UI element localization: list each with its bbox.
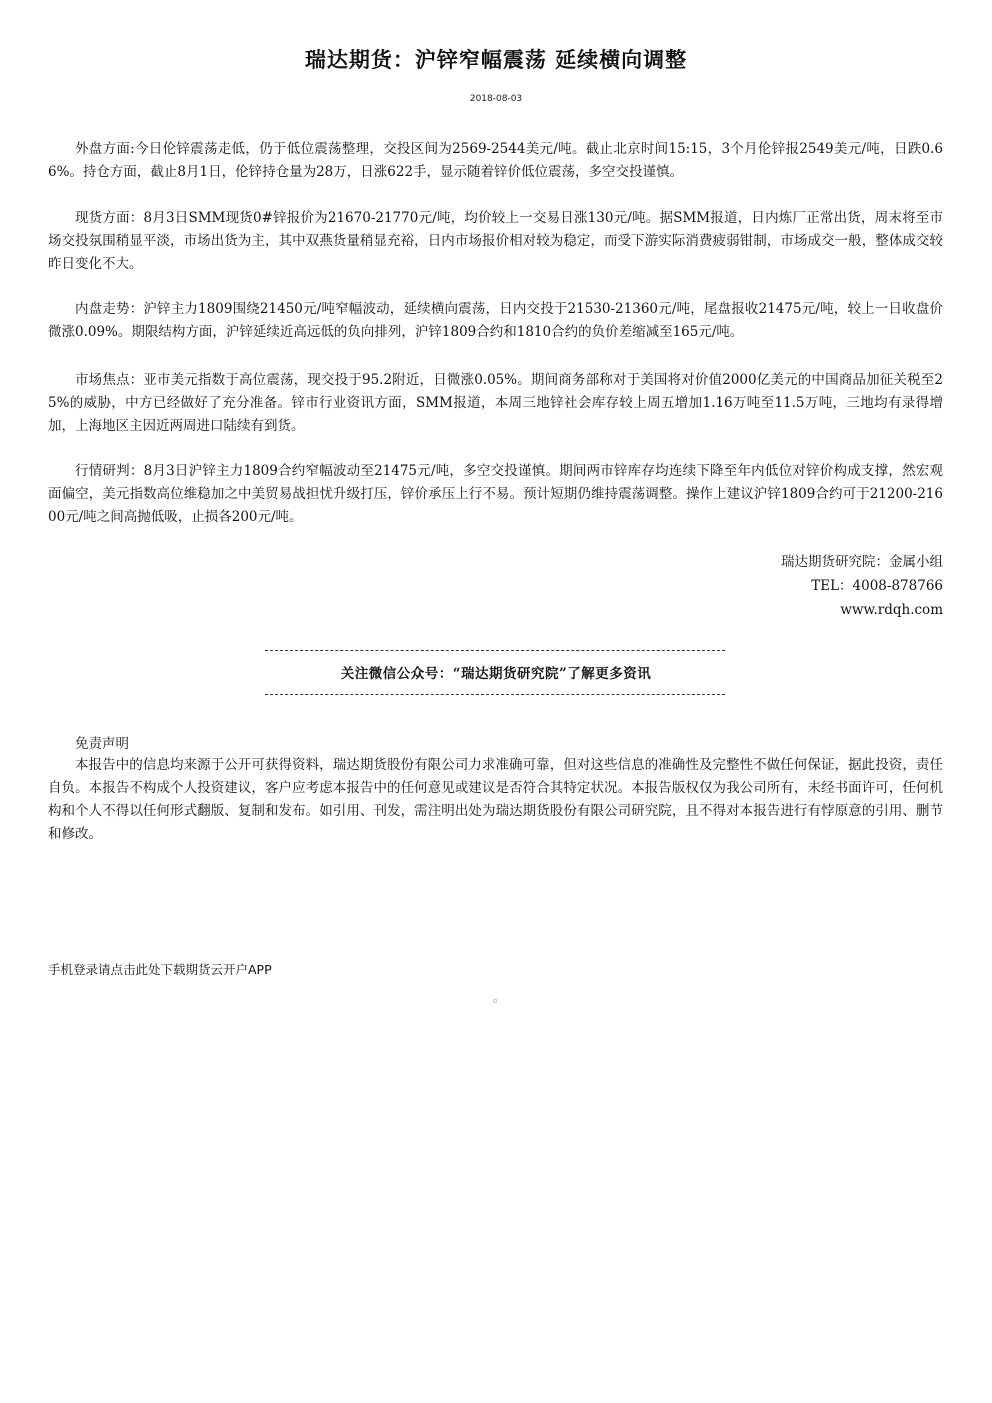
paragraph-market-focus: 市场焦点：亚市美元指数于高位震荡，现交投于95.2附近，日微涨0.05%。期间商务部称对于美国将对价值2000亿美元的中国商品加征关税至25%的威胁，中方已经做好了充分准备。锌市行业资讯方面，SMM报道，本周三地锌社会库存较上周五增加1.16万吨至11.5万吨，三地均有录得增加，上海地区主因近两周进口陆续有到货。 <box>48 372 943 434</box>
divider-bottom <box>265 694 725 695</box>
divider-top <box>265 650 725 651</box>
paragraph-spot-market: 现货方面：8月3日SMM现货0#锌报价为21670-21770元/吨，均价较上一交易日涨130元/吨。据SMM报道，日内炼厂正常出货，周末将至市场交投氛围稍显平淡，市场出货为主，其中双燕货量稍显充裕，日内市场报价相对较为稳定，而受下游实际消费疲弱钳制，市场成交一般，整体成交较昨日变化不大。 <box>48 210 943 272</box>
disclaimer-body: 本报告中的信息均来源于公开可获得资料，瑞达期货股份有限公司力求准确可靠，但对这些信息的准确性及完整性不做任何保证，据此投资，责任自负。本报告不构成个人投资建议，客户应考虑本报告中的任何意见或建议是否符合其特定状况。本报告版权仅为我公司所有，未经书面许可，任何机构和个人不得以任何形式翻版、复制和发布。如引用、刊发，需注明出处为瑞达期货股份有限公司研究院，且不得对本报告进行有悖原意的引用、删节和修改。 <box>48 757 943 842</box>
disclaimer-heading: 免责声明 <box>75 736 129 752</box>
paragraph-overseas-market: 外盘方面:今日伦锌震荡走低，仍于低位震荡整理，交投区间为2569-2544美元/吨。截止北京时间15:15，3个月伦锌报2549美元/吨，日跌0.66%。持仓方面，截止8月1日，伦锌持仓量为28万，日涨622手，显示随着锌价低位震荡，多空交投谨慎。 <box>48 141 943 180</box>
paragraph-domestic-trend: 内盘走势：沪锌主力1809围绕21450元/吨窄幅波动，延续横向震荡，日内交投于21530-21360元/吨，尾盘报收21475元/吨，较上一日收盘价微涨0.09%。期限结构方面，沪锌延续近高远低的负向排列，沪锌1809合约和1810合约的负价差缩减至165元/吨。 <box>48 301 943 340</box>
download-app-link[interactable]: 手机登录请点击此处下载期货云开户APP <box>48 962 272 977</box>
follow-notice: 关注微信公众号：“瑞达期货研究院”了解更多资讯 <box>340 666 652 682</box>
signature-website: www.rdqh.com <box>840 602 943 618</box>
signature-org: 瑞达期货研究院：金属小组 <box>781 554 943 570</box>
page-title: 瑞达期货：沪锌窄幅震荡 延续横向调整 <box>304 48 688 72</box>
paragraph-outlook: 行情研判：8月3日沪锌主力1809合约窄幅波动至21475元/吨，多空交投谨慎。期间两市锌库存均连续下降至年内低位对锌价构成支撑，然宏观面偏空，美元指数高位维稳加之中美贸易战担忧升级打压，锌价承压上行不易。预计短期仍维持震荡调整。操作上建议沪锌1809合约可于21200-21600元/吨之间高抛低吸，止损各200元/吨。 <box>48 463 943 525</box>
signature-tel: TEL：4008-878766 <box>811 578 943 594</box>
publish-date: 2018-08-03 <box>469 94 523 104</box>
decorative-dot <box>493 999 497 1003</box>
